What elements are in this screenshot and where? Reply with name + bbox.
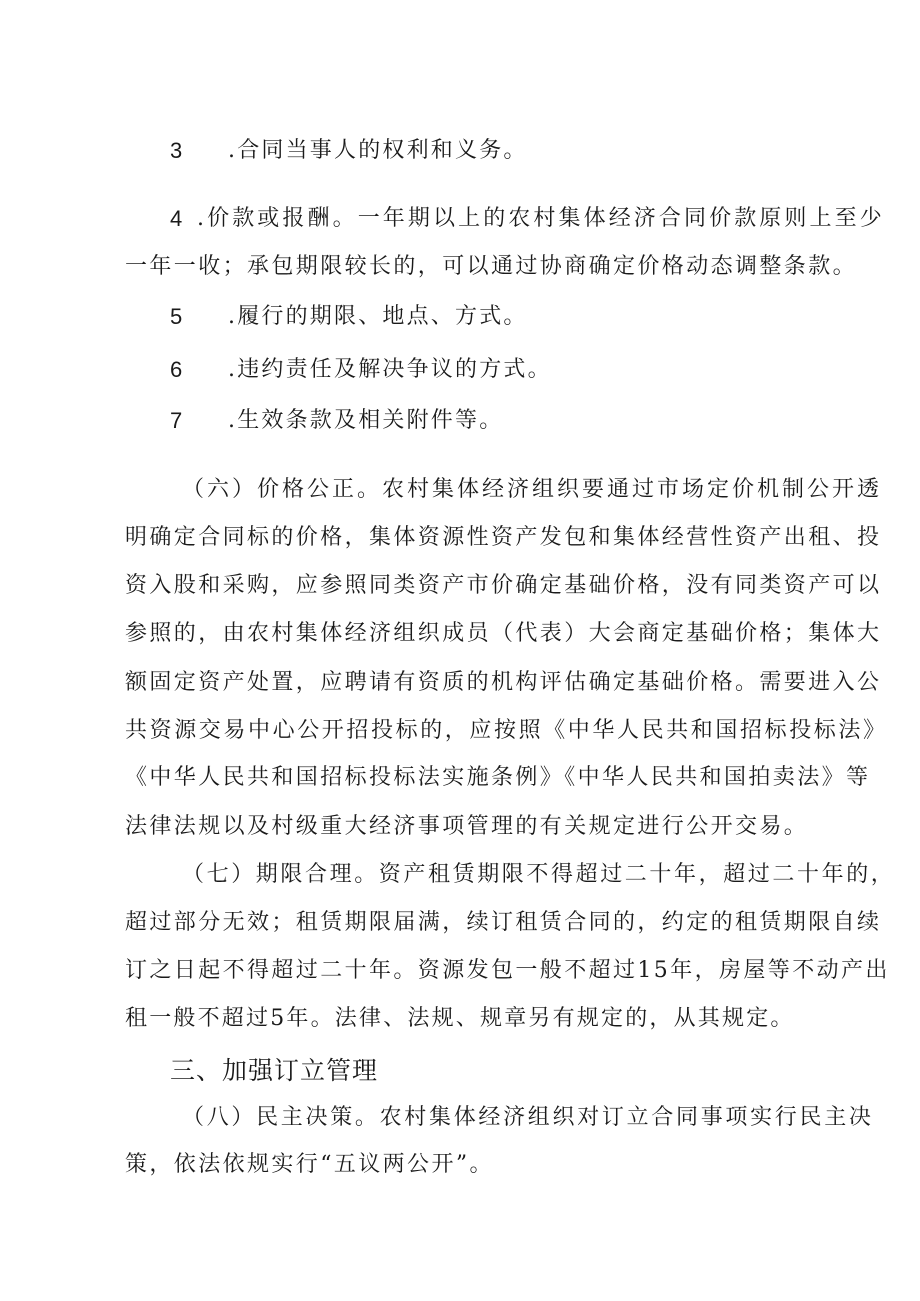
paragraph-line: 共资源交易中心公开招投标的，应按照《中华人民共和国招标投标法》 bbox=[125, 718, 888, 743]
item-number: 7 bbox=[170, 408, 183, 433]
item-text-continued: 一年一收；承包期限较长的，可以通过协商确定价格动态调整条款。 bbox=[125, 254, 858, 279]
paragraph-line: 明确定合同标的价格，集体资源性资产发包和集体经营性资产出租、投 bbox=[125, 525, 882, 550]
paragraph-line: （七）期限合理。资产租赁期限不得超过二十年，超过二十年的， bbox=[182, 862, 896, 887]
paragraph-line: 订之日起不得超过二十年。资源发包一般不超过15年，房屋等不动产出 bbox=[125, 958, 890, 983]
paragraph-line: （八）民主决策。农村集体经济组织对订立合同事项实行民主决 bbox=[182, 1105, 874, 1130]
paragraph-line: （六）价格公正。农村集体经济组织要通过市场定价机制公开透 bbox=[182, 477, 883, 502]
item-text: .合同当事人的权利和义务。 bbox=[228, 138, 528, 163]
section-heading: 三、加强订立管理 bbox=[170, 1056, 379, 1085]
paragraph-line: 参照的，由农村集体经济组织成员（代表）大会商定基础价格；集体大 bbox=[125, 621, 882, 646]
item-text: .履行的期限、地点、方式。 bbox=[228, 304, 528, 329]
paragraph-line: 法律法规以及村级重大经济事项管理的有关规定进行公开交易。 bbox=[125, 814, 809, 839]
paragraph-line: 超过部分无效；租赁期限届满，续订租赁合同的，约定的租赁期限自续 bbox=[125, 910, 882, 935]
item-text: .违约责任及解决争议的方式。 bbox=[228, 357, 552, 382]
item-number: 6 bbox=[170, 357, 183, 382]
item-number: 3 bbox=[170, 138, 183, 163]
paragraph-line: 策，依法依规实行“五议两公开”。 bbox=[125, 1152, 494, 1177]
item-text: .生效条款及相关附件等。 bbox=[228, 408, 504, 433]
item-number: 5 bbox=[170, 304, 183, 329]
paragraph-line: 额固定资产处置，应聘请有资质的机构评估确定基础价格。需要进入公 bbox=[125, 670, 882, 695]
item-number: 4 bbox=[170, 206, 183, 231]
paragraph-line: 资入股和采购，应参照同类资产市价确定基础价格，没有同类资产可以 bbox=[125, 573, 882, 598]
paragraph-line: 《中华人民共和国招标投标法实施条例》《中华人民共和国拍卖法》等 bbox=[125, 765, 871, 790]
item-text: .价款或报酬。一年期以上的农村集体经济合同价款原则上至少 bbox=[197, 206, 885, 231]
paragraph-line: 租一般不超过5年。法律、法规、规章另有规定的，从其规定。 bbox=[125, 1006, 795, 1031]
